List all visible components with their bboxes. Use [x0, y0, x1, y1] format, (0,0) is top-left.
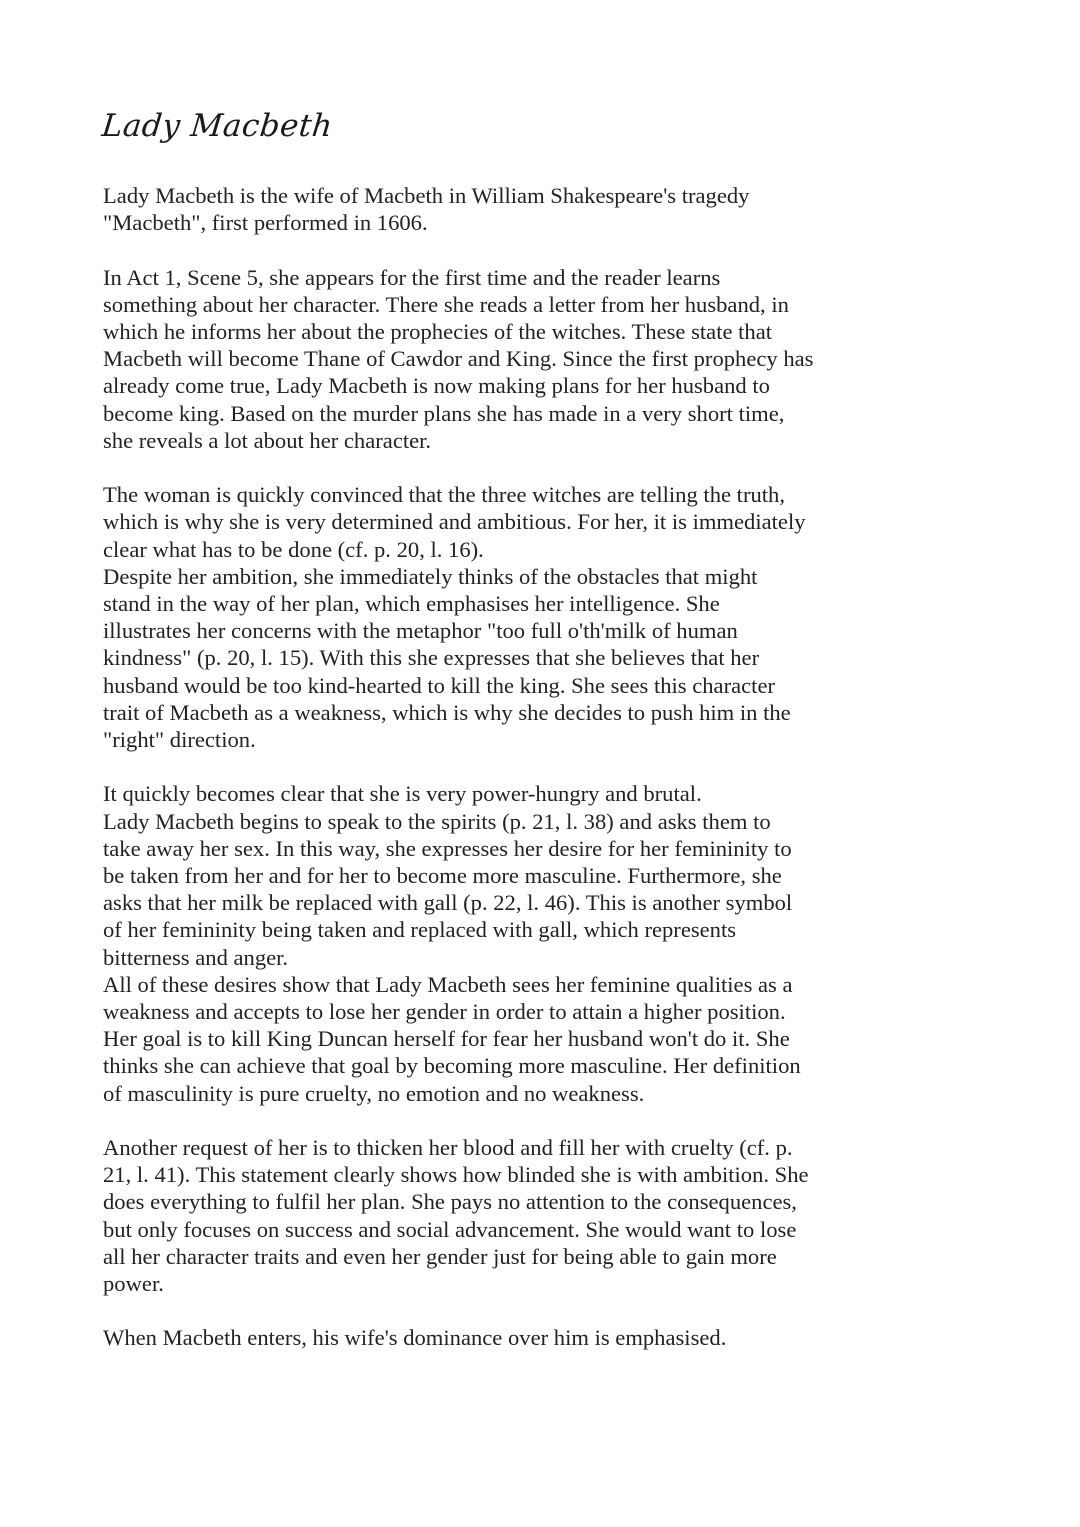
- text-line: be taken from her and for her to become more masculine. Furthermore, she: [103, 863, 782, 889]
- text-line: power.: [103, 1271, 164, 1297]
- text-line: trait of Macbeth as a weakness, which is why she decides to push him in the: [103, 699, 791, 725]
- paragraph-macbeth-enters: [103, 1324, 1003, 1351]
- paragraph-spacer: [103, 753, 1003, 780]
- text-line: stand in the way of her plan, which emphasises her intelligence. She: [103, 591, 720, 617]
- text-line: Despite her ambition, she immediately thinks of the obstacles that might: [103, 563, 758, 589]
- text-line: In Act 1, Scene 5, she appears for the first time and the reader learns: [103, 264, 721, 290]
- text-line: It quickly becomes clear that she is very power-hungry and brutal.: [103, 781, 702, 807]
- text-line: "right" direction.: [103, 727, 256, 753]
- text-line: of masculinity is pure cruelty, no emotion and no weakness.: [103, 1080, 645, 1106]
- text-line: weakness and accepts to lose her gender in order to attain a higher position.: [103, 999, 786, 1025]
- text-line: "Macbeth", first performed in 1606.: [103, 210, 428, 236]
- text-line: which he informs her about the prophecies of the witches. These state that: [103, 319, 773, 344]
- text-line: The woman is quickly convinced that the three witches are telling the truth,: [103, 482, 785, 508]
- paragraph-introduction: [103, 182, 1003, 236]
- text-line: clear what has to be done (cf. p. 20, l. 16).: [103, 536, 484, 562]
- paragraph-spacer: [103, 1297, 1003, 1324]
- text-line: become king. Based on the murder plans she has made in a very short time,: [103, 400, 785, 426]
- text-line: 21, l. 41). This statement clearly shows how blinded she is with ambition. She: [103, 1162, 809, 1188]
- text-line: but only focuses on success and social advancement. She would want to lose: [103, 1216, 797, 1242]
- paragraph-ambition: [103, 481, 1003, 753]
- document-body: [103, 182, 1003, 1352]
- text-line: does everything to fulfil her plan. She pays no attention to the consequences,: [103, 1189, 797, 1215]
- text-line: already come true, Lady Macbeth is now making plans for her husband to: [103, 373, 770, 399]
- text-line: of her femininity being taken and replaced with gall, which represents: [103, 917, 737, 943]
- text-line: something about her character. There she reads a letter from her husband, in: [103, 291, 789, 317]
- text-line: all her character traits and even her gender just for being able to gain more: [103, 1243, 777, 1269]
- paragraph-cruelty: [103, 1134, 1003, 1297]
- text-line: asks that her milk be replaced with gall (p. 22, l. 46). This is another symbol: [103, 890, 793, 916]
- paragraph-spacer: [103, 454, 1003, 481]
- paragraph-act-1-scene-5: [103, 264, 1003, 454]
- paragraph-spacer: [103, 1107, 1003, 1134]
- text-line: take away her sex. In this way, she expresses her desire for her femininity to: [103, 835, 792, 861]
- text-line: Macbeth will become Thane of Cawdor and King. Since the first prophecy has: [103, 346, 814, 372]
- text-line: which is why she is very determined and ambitious. For her, it is immediately: [103, 509, 806, 535]
- text-line: All of these desires show that Lady Macbeth sees her feminine qualities as a: [103, 971, 793, 997]
- text-line: Her goal is to kill King Duncan herself for fear her husband won't do it. She: [103, 1026, 790, 1052]
- text-line: Lady Macbeth begins to speak to the spirits (p. 21, l. 38) and asks them to: [103, 808, 771, 834]
- text-line: When Macbeth enters, his wife's dominance over him is emphasised.: [103, 1325, 727, 1351]
- text-line: Another request of her is to thicken her blood and fill her with cruelty (cf. p.: [103, 1135, 793, 1161]
- text-line: she reveals a lot about her character.: [103, 427, 432, 453]
- text-line: Lady Macbeth is the wife of Macbeth in William Shakespeare's tragedy: [103, 183, 750, 208]
- text-line: bitterness and anger.: [103, 944, 289, 970]
- paragraph-spacer: [103, 236, 1003, 263]
- paragraph-power-hungry: [103, 780, 1003, 1106]
- text-line: illustrates her concerns with the metaphor "too full o'th'milk of human: [103, 618, 738, 644]
- text-line: husband would be too kind-hearted to kill the king. She sees this character: [103, 672, 775, 698]
- text-line: kindness" (p. 20, l. 15). With this she expresses that she believes that her: [103, 645, 760, 671]
- text-line: thinks she can achieve that goal by becoming more masculine. Her definition: [103, 1053, 801, 1079]
- document-title: Lady Macbeth: [100, 108, 335, 144]
